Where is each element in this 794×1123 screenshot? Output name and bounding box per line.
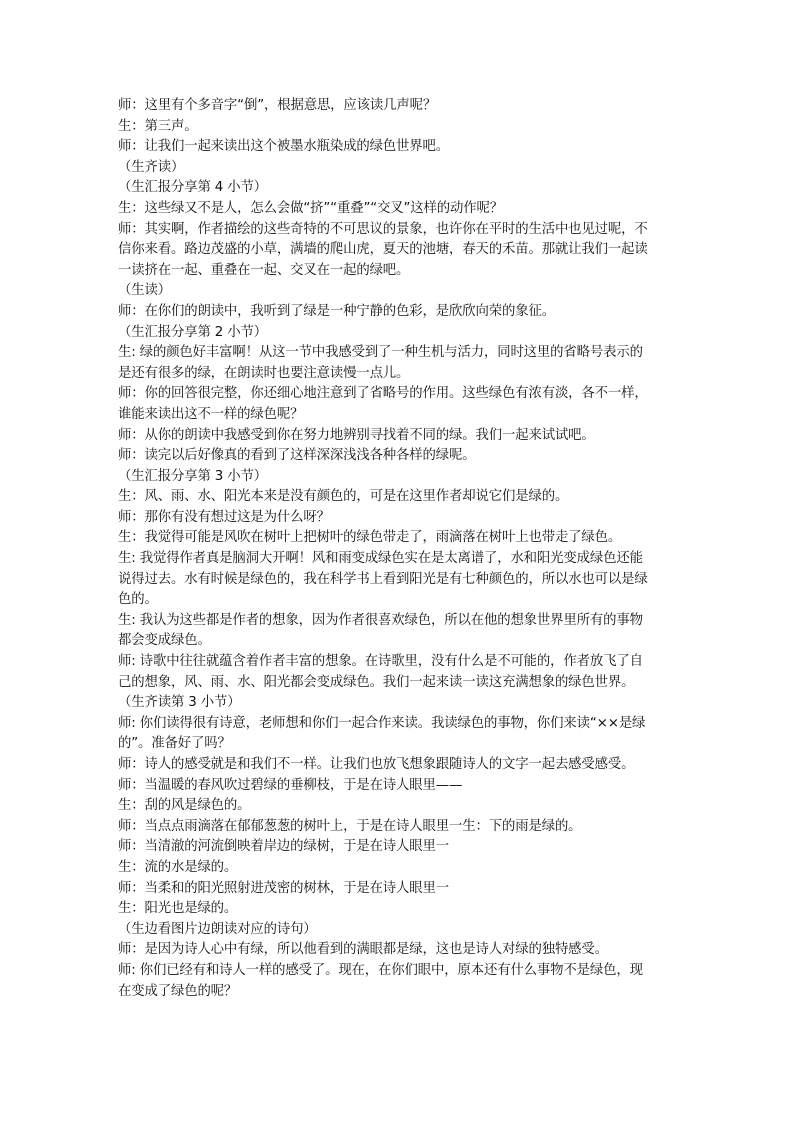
text-line: 的”。准备好了吗？ bbox=[118, 736, 231, 752]
text-line: 师：当点点雨滴落在郁郁葱葱的树叶上，于是在诗人眼里一生：下的雨是绿的。 bbox=[118, 818, 582, 834]
text-line: 信你来看。路边茂盛的小草，满墙的爬山虎，夏天的池塘，春天的禾苗。那就让我们一起读 bbox=[118, 242, 648, 258]
text-line: 己的想象，风、雨、水、阳光都会变成绿色。我们一起来读一读这充满想象的绿色世界。 bbox=[118, 674, 635, 690]
text-line: （生齐读第 3 小节） bbox=[118, 695, 241, 711]
text-line: （生汇报分享第 2 小节） bbox=[118, 324, 267, 340]
text-line: 师：那你有没有想过这是为什么呀？ bbox=[118, 509, 330, 525]
text-line: 师：这里有个多音字“倒”，根据意思，应该读几声呢？ bbox=[118, 98, 437, 113]
text-line: （生齐读） bbox=[118, 159, 185, 175]
text-line: 师：当柔和的阳光照射进茂密的树林，于是在诗人眼里一 bbox=[118, 880, 450, 896]
text-line: 生：这些绿又不是人，怎么会做“挤”“重叠”“交叉”这样的动作呢？ bbox=[118, 200, 503, 216]
text-line: 生：刮的风是绿色的。 bbox=[118, 798, 251, 814]
text-line: 谁能来读出这不一样的绿色呢？ bbox=[118, 406, 304, 422]
text-line: 师：读完以后好像真的看到了这样深深浅浅各种各样的绿呢。 bbox=[118, 448, 476, 464]
text-line: 生: 绿的颜色好丰富啊！从这一节中我感受到了一种生机与活力，同时这里的省略号表示的 bbox=[118, 345, 643, 361]
text-line: 师：从你的朗读中我感受到你在努力地辨别寻找着不同的绿。我们一起来试试吧。 bbox=[118, 427, 595, 443]
text-line: 生: 我认为这些都是作者的想象，因为作者很喜欢绿色，所以在他的想象世界里所有的事物 bbox=[118, 612, 643, 628]
text-line: （生读） bbox=[118, 283, 171, 299]
text-line: 师：是因为诗人心中有绿，所以他看到的满眼都是绿，这也是诗人对绿的独特感受。 bbox=[118, 942, 608, 958]
text-line: 色的。 bbox=[118, 592, 158, 608]
document-body bbox=[118, 96, 684, 1002]
text-line: 师：让我们一起来读出这个被墨水瓶染成的绿色世界吧。 bbox=[118, 139, 450, 155]
text-line: 生: 我觉得作者真是脑洞大开啊！风和雨变成绿色实在是太离谱了，水和阳光变成绿色还能 bbox=[118, 551, 643, 567]
text-line: 生：阳光也是绿的。 bbox=[118, 901, 238, 917]
text-line: 师：在你们的朗读中，我听到了绿是一种宁静的色彩，是欣欣向荣的象征。 bbox=[118, 303, 555, 319]
text-line: 师: 你们读得很有诗意，老师想和你们一起合作来读。我读绿色的事物，你们来读“××是绿 bbox=[118, 715, 646, 731]
text-line: 生：流的水是绿的。 bbox=[118, 859, 238, 875]
text-line: 生：风、雨、水、阳光本来是没有颜色的，可是在这里作者却说它们是绿的。 bbox=[118, 489, 569, 505]
text-line: 生：第三声。 bbox=[118, 118, 198, 134]
text-line: 说得过去。水有时候是绿色的，我在科学书上看到阳光是有七种颜色的，所以水也可以是绿 bbox=[118, 571, 648, 587]
text-line: 生：我觉得可能是风吹在树叶上把树叶的绿色带走了，雨滴落在树叶上也带走了绿色。 bbox=[118, 530, 622, 546]
text-line: 都会变成绿色。 bbox=[118, 633, 211, 649]
text-line: 师: 诗歌中往往就蕴含着作者丰富的想象。在诗歌里，没有什么是不可能的，作者放飞了自 bbox=[118, 654, 643, 670]
text-line: （生汇报分享第 3 小节） bbox=[118, 468, 267, 484]
text-line: 在变成了绿色的呢？ bbox=[118, 983, 238, 999]
text-line: （生边看图片边朗读对应的诗句） bbox=[118, 921, 317, 937]
text-line: 师：当清澈的河流倒映着岸边的绿树，于是在诗人眼里一 bbox=[118, 839, 450, 855]
text-line: 师：你的回答很完整，你还细心地注意到了省略号的作用。这些绿色有浓有淡，各不一样， bbox=[118, 386, 648, 402]
text-line: （生汇报分享第 4 小节） bbox=[118, 180, 267, 196]
text-line: 是还有很多的绿，在朗读时也要注意读慢一点儿。 bbox=[118, 365, 410, 381]
text-line: 师: 你们已经有和诗人一样的感受了。现在，在你们眼中，原本还有什么事物不是绿色，现 bbox=[118, 962, 643, 978]
text-line: 一读挤在一起、重叠在一起、交叉在一起的绿吧。 bbox=[118, 262, 410, 278]
text-line: 师：其实啊，作者描绘的这些奇特的不可思议的景象，也许你在平时的生活中也见过呢，不 bbox=[118, 221, 648, 237]
text-line: 师：诗人的感受就是和我们不一样。让我们也放飞想象跟随诗人的文字一起去感受感受。 bbox=[118, 757, 635, 772]
text-line: 师：当温暖的春风吹过碧绿的垂柳枝，于是在诗人眼里—— bbox=[118, 777, 463, 793]
